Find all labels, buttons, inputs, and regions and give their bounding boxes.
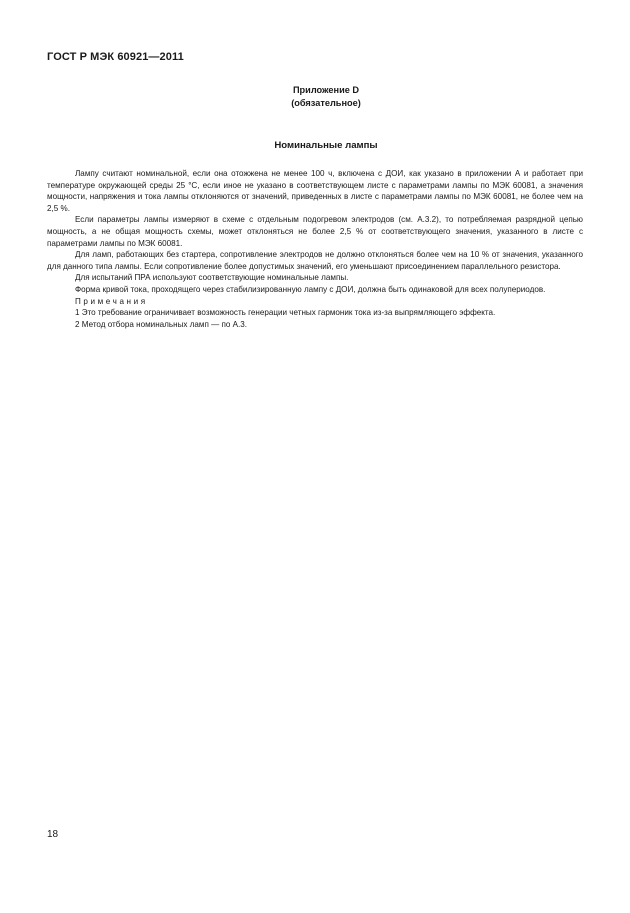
section-title: Номинальные лампы — [274, 140, 378, 151]
section-title-wrap — [0, 140, 630, 151]
document-header: ГОСТ Р МЭК 60921—2011 — [47, 51, 184, 63]
appendix-title: Приложение D — [292, 85, 360, 95]
note-item: 2 Метод отбора номинальных ламп — по А.3. — [75, 319, 247, 329]
paragraph: Для ламп, работающих без стартера, сопротивление электродов не должно отклоняться более чем на 10 % от значения, указанного для данного типа лампы. Если сопротивление более допустимых значений, его уменьшают присоединением параллельного резистора. — [47, 250, 583, 271]
notes-heading: Примечания — [75, 296, 148, 306]
paragraph: Для испытаний ПРА используют соответствующие номинальные лампы. — [75, 273, 349, 283]
paragraph: Лампу считают номинальной, если она отожжена не менее 100 ч, включена с ДОИ, как указано в приложении А и работает при температуре окружающей среды 25 °С, если иное не указано в соответствующем листе с параметрами лампы по МЭК 60081, а значения мощности, напряжения и тока лампы отклоняются от значений, приведенных в листе с параметрами лампы по МЭК 60081, не более чем на 2,5 %. — [47, 169, 583, 213]
body-text — [47, 168, 583, 330]
paragraph: Форма кривой тока, проходящего через стабилизированную лампу с ДОИ, должна быть одинаковой для всех полупериодов. — [75, 284, 546, 294]
appendix-heading — [0, 84, 630, 110]
appendix-type: (обязательное) — [291, 98, 361, 108]
paragraph: Если параметры лампы измеряют в схеме с отдельным подогревом электродов (см. А.3.2), то потребляемая разрядной цепью мощность, а не общая мощность схемы, может отклоняться не более 2,5 % от соответствующего значения, указанного в листе с параметрами лампы по МЭК 60081. — [47, 215, 583, 248]
note-item: 1 Это требование ограничивает возможность генерации четных гармоник тока из-за выпрямляющего эффекта. — [75, 308, 496, 318]
page-number: 18 — [47, 829, 59, 840]
